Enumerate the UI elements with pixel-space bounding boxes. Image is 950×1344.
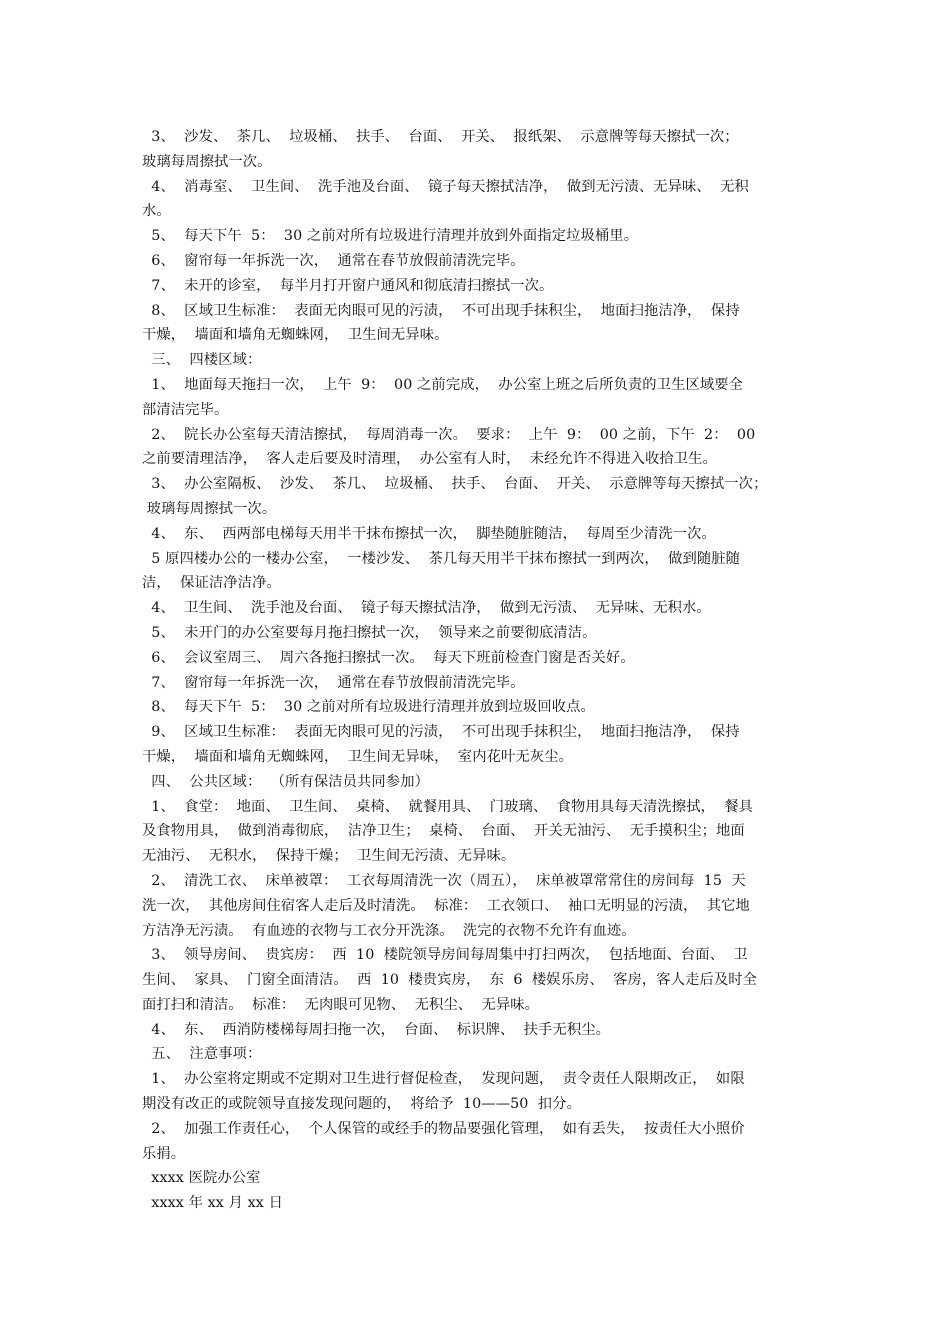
text-line: 4、 消毒室、 卫生间、 洗手池及台面、 镜子每天擦拭洁净， 做到无污渍、无异味、 无积 [142, 178, 749, 195]
text-line: 三、 四楼区域： [142, 352, 262, 369]
text-line: 洗一次， 其他房间住宿客人走后及时清洗。 标准： 工衣领口、 袖口无明显的污渍， 其它地 [142, 897, 750, 914]
text-line: 玻璃每周擦拭一次。 [142, 153, 272, 170]
text-line: 3、 办公室隔板、 沙发、 茶几、 垃圾桶、 扶手、 台面、 开关、 示意牌等每天擦拭一次； [142, 476, 768, 493]
text-line: 4、 东、 西两部电梯每天用半干抹布擦拭一次， 脚垫随脏随洁， 每周至少清洗一次。 [142, 525, 716, 542]
text-line: 部清洁完毕。 [142, 401, 229, 418]
text-line: 7、 未开的诊室， 每半月打开窗户通风和彻底清扫擦拭一次。 [142, 277, 554, 294]
text-line: 3、 领导房间、 贵宾房： 西 10 楼院领导房间每周集中打扫两次， 包括地面、台面、 卫 [142, 947, 748, 964]
text-line: 1、 地面每天拖扫一次， 上午 9： 00 之前完成， 办公室上班之后所负责的卫生区域要全 [142, 376, 744, 393]
text-line: 2、 加强工作责任心， 个人保管的或经手的物品要强化管理， 如有丢失， 按责任大小照价 [142, 1120, 745, 1137]
text-line: 洁， 保证洁净洁净。 [142, 575, 281, 592]
text-line: xxxx 医院办公室 [142, 1170, 261, 1187]
text-line: 干燥， 墙面和墙角无蜘蛛网， 卫生间无异味。 [142, 327, 449, 344]
text-line: 1、 食堂： 地面、 卫生间、 桌椅、 就餐用具、 门玻璃、 食物用具每天清洗擦拭， 餐具 [142, 798, 754, 815]
document-body [142, 125, 810, 1216]
text-line: xxxx 年 xx 月 xx 日 [142, 1195, 284, 1212]
text-line: 玻璃每周擦拭一次。 [142, 500, 277, 517]
text-line: 8、 区域卫生标准： 表面无肉眼可见的污渍， 不可出现手抹积尘， 地面扫拖洁净， 保持 [142, 302, 740, 319]
text-line: 9、 区域卫生标准： 表面无肉眼可见的污渍， 不可出现手抹积尘， 地面扫拖洁净， 保持 [142, 724, 740, 741]
text-line: 6、 会议室周三、 周六各拖扫擦拭一次。 每天下班前检查门窗是否关好。 [142, 649, 635, 666]
text-line: 期没有改正的或院领导直接发现问题的， 将给予 10——50 扣分。 [142, 1096, 581, 1113]
text-line: 4、 东、 西消防楼梯每周扫拖一次， 台面、 标识牌、 扶手无积尘。 [142, 1021, 611, 1038]
text-line: 及食物用具， 做到消毒彻底， 洁净卫生； 桌椅、 台面、 开关无油污、 无手摸积尘；地面 [142, 823, 745, 840]
text-line: 1、 办公室将定期或不定期对卫生进行督促检查， 发现问题， 责令责任人限期改正， 如限 [142, 1071, 745, 1088]
text-line: 6、 窗帘每一年拆洗一次， 通常在春节放假前清洗完毕。 [142, 252, 525, 269]
text-line: 5、 未开门的办公室要每月拖扫擦拭一次， 领导来之前要彻底清洁。 [142, 624, 597, 641]
text-line: 2、 院长办公室每天清洁擦拭， 每周消毒一次。 要求： 上午 9： 00 之前，下午 2： 00 [142, 426, 756, 443]
text-line: 3、 沙发、 茶几、 垃圾桶、 扶手、 台面、 开关、 报纸架、 示意牌等每天擦拭一次； [142, 129, 739, 145]
text-line: 水。 [142, 203, 171, 220]
text-line: 四、 公共区域： （所有保洁员共同参加） [142, 773, 430, 790]
text-line: 五、 注意事项： [142, 1046, 262, 1063]
text-line: 5、 每天下午 5： 30 之前对所有垃圾进行清理并放到外面指定垃圾桶里。 [142, 228, 639, 245]
text-line: 之前要清理洁净， 客人走后要及时清理， 办公室有人时， 未经允许不得进入收拾卫生。 [142, 451, 717, 468]
text-line: 生间、 家具、 门窗全面清洁。 西 10 楼贵宾房， 东 6 楼娱乐房、 客房，客人走后及时全 [142, 972, 758, 989]
text-line: 7、 窗帘每一年拆洗一次， 通常在春节放假前清洗完毕。 [142, 674, 525, 691]
text-line: 方洁净无污渍。 有血迹的衣物与工衣分开洗涤。 洗完的衣物不允许有血迹。 [142, 922, 636, 939]
text-line: 8、 每天下午 5： 30 之前对所有垃圾进行清理并放到垃圾回收点。 [142, 699, 595, 716]
text-line: 2、 清洗工衣、 床单被罩： 工衣每周清洗一次（周五）， 床单被罩常常住的房间每 15 天 [142, 872, 746, 889]
text-line: 乐捐。 [142, 1145, 186, 1162]
text-line: 无油污、 无积水， 保持干燥； 卫生间无污渍、无异味。 [142, 848, 516, 865]
text-line: 4、 卫生间、 洗手池及台面、 镜子每天擦拭洁净， 做到无污渍、 无异味、无积水。 [142, 600, 711, 617]
text-line: 干燥， 墙面和墙角无蜘蛛网， 卫生间无异味， 室内花叶无灰尘。 [142, 748, 573, 765]
text-line: 面打扫和清洁。 标准： 无肉眼可见物、 无积尘、 无异味。 [142, 996, 540, 1013]
text-line: 5 原四楼办公的一楼办公室， 一楼沙发、 茶几每天用半干抹布擦拭一到两次， 做到随脏随 [142, 550, 741, 567]
